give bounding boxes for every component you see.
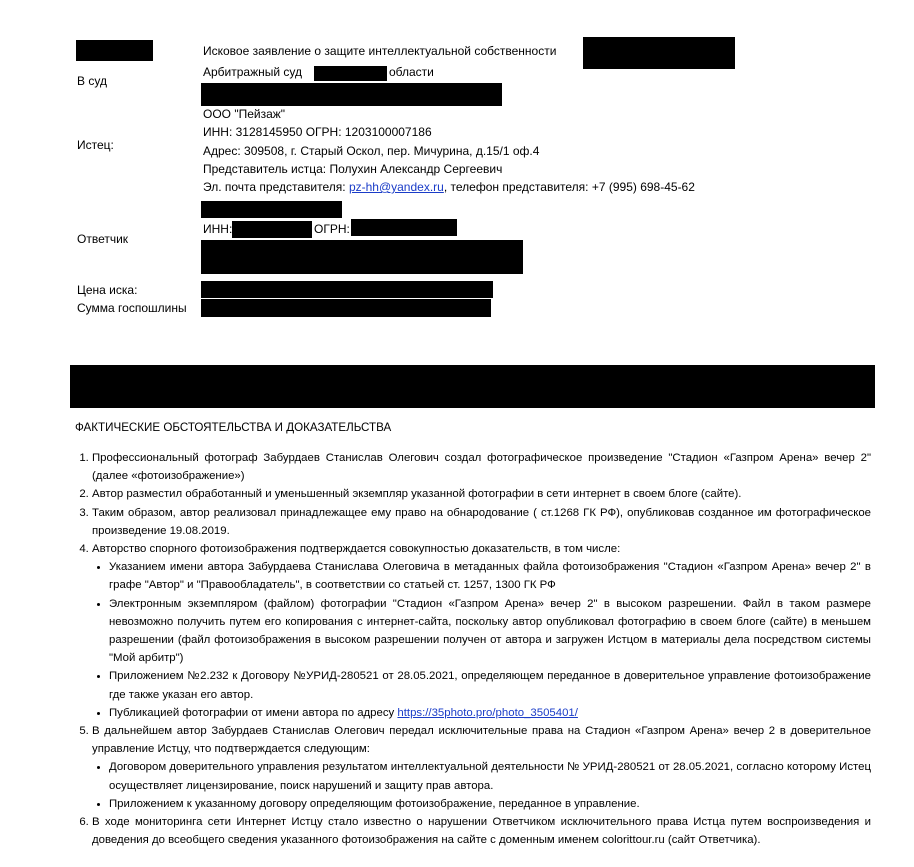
defendant-label: Ответчик xyxy=(77,232,129,246)
list-item: 5. В дальнейшем автор Забурдаев Станислав Олегович передал исключительные права на Стадион «Газпром Арена» вечер 2 в доверительное управление Истцу, что подтверждается следующим: • Договором доверительного управления результатом интеллектуальной деятельности № УРИД-280521 от 28.05.2021, согласно которому Истец осуществляет лицензирование, поиск нарушений и защиту прав автора. • Приложением к указанному договору определяющим фотоизображение, переданное в управление. xyxy=(92,722,871,813)
email-prefix: Эл. почта представителя: xyxy=(203,180,349,194)
redaction-bar xyxy=(76,40,153,61)
trust-list xyxy=(92,758,871,813)
court-suffix: области xyxy=(389,65,434,79)
facts-numbered-list xyxy=(76,449,871,849)
redaction-bar xyxy=(314,66,387,81)
plaintiff-contacts xyxy=(203,180,695,195)
plaintiff-representative: Представитель истца: Полухин Александр Сергеевич xyxy=(203,162,503,176)
plaintiff-address: Адрес: 309508, г. Старый Оскол, пер. Мичурина, д.15/1 оф.4 xyxy=(203,144,540,158)
list-item: • Приложением к указанному договору определяющим фотоизображение, переданное в управление. xyxy=(109,795,871,813)
redaction-bar xyxy=(201,240,523,274)
plaintiff-label: Истец: xyxy=(77,138,114,152)
court-prefix: Арбитражный суд xyxy=(203,65,303,79)
list-item: • Договором доверительного управления результатом интеллектуальной деятельности № УРИД-280521 от 28.05.2021, согласно которому Истец осуществляет лицензирование, поиск нарушений и защиту прав автора. xyxy=(109,758,871,794)
facts-list xyxy=(76,449,871,849)
photo-link[interactable]: https://35photo.pro/photo_3505401/ xyxy=(397,706,578,719)
redaction-bar xyxy=(351,219,457,236)
redaction-bar xyxy=(201,299,491,317)
list-item: 2. Автор разместил обработанный и уменьшенный экземпляр указанной фотографии в сети интернет в своем блоге (сайте). xyxy=(92,485,871,503)
list-item: 1. Профессиональный фотограф Забурдаев Станислав Олегович создал фотографическое произведение "Стадион «Газпром Арена» вечер 2" (далее «фотоизображение») xyxy=(92,449,871,485)
redaction-bar xyxy=(201,83,502,106)
list-item: • Приложением №2.232 к Договору №УРИД-280521 от 28.05.2021, определяющем переданное в доверительное управление фотоизображение где также указан его автор. xyxy=(109,667,871,703)
list-item: 6. В ходе мониторинга сети Интернет Истцу стало известно о нарушении Ответчиком исключительного права Истца путем воспроизведения и доведения до всеобщего сведения указанного фотоизображения на сайте с доменным именем colorittour.ru (сайт Ответчика). xyxy=(92,813,871,849)
redaction-bar xyxy=(583,37,735,69)
facts-heading: ФАКТИЧЕСКИЕ ОБСТОЯТЕЛЬСТВА И ДОКАЗАТЕЛЬСТВА xyxy=(75,421,392,434)
list-item: 4. Авторство спорного фотоизображения подтверждается совокупностью доказательств, в том числе: • Указанием имени автора Забурдаева Станислава Олеговича в метаданных файла фотоизображения "Стадион «Газпром Арена» вечер 2" в графе "Автор" и "Правообладатель", в соответствии со статьей ст. 1257, 1300 ГК РФ • Электронным экземпляром (файлом) фотографии "Стадион «Газпром Арена» вечер 2" в высоком разрешении. Файл в таком размере невозможно получить путем его копирования с интернет-сайта, поскольку автор опубликовал фотографию в своем блоге (сайте) в меньшем разрешении (файл фотоизображения в высоком разрешении получен от автора и загружен Истцом в материалы дела посредством системы "Мой арбитр") • Приложением №2.232 к Договору №УРИД-280521 от 28.05.2021, определяющем переданное в доверительное управление фотоизображение где также указан его автор. • Публикацией фотографии от имени автора по адресу https://35photo.pro/photo_3505401/ xyxy=(92,540,871,722)
redaction-bar xyxy=(201,281,493,298)
list-item: • Электронным экземпляром (файлом) фотографии "Стадион «Газпром Арена» вечер 2" в высоком разрешении. Файл в таком размере невозможно получить путем его копирования с интернет-сайта, поскольку автор опубликовал фотографию в своем блоге (сайте) в меньшем разрешении (файл фотоизображения в высоком разрешении получен от автора и загружен Истцом в материалы дела посредством системы "Мой арбитр") xyxy=(109,595,871,668)
fee-label: Сумма госпошлины xyxy=(77,301,187,315)
redaction-bar xyxy=(70,365,875,408)
phone-text: , телефон представителя: +7 (995) 698-45-62 xyxy=(443,180,695,194)
defendant-ogrn-label: ОГРН: xyxy=(314,222,350,236)
plaintiff-name: ООО "Пейзаж" xyxy=(203,107,286,121)
redaction-bar xyxy=(232,221,312,238)
plaintiff-ids: ИНН: 3128145950 ОГРН: 1203100007186 xyxy=(203,125,432,139)
list-item: • Указанием имени автора Забурдаева Станислава Олеговича в метаданных файла фотоизображения "Стадион «Газпром Арена» вечер 2" в графе "Автор" и "Правообладатель", в соответствии со статьей ст. 1257, 1300 ГК РФ xyxy=(109,558,871,594)
document-title: Исковое заявление о защите интеллектуальной собственности xyxy=(203,44,557,58)
court-label: В суд xyxy=(77,74,107,88)
evidence-list xyxy=(92,558,871,722)
email-link[interactable]: pz-hh@yandex.ru xyxy=(348,180,444,194)
list-item: 3. Таким образом, автор реализовал принадлежащее ему право на обнародование ( ст.1268 ГК РФ), опубликовав созданное им фотографическое произведение 19.08.2019. xyxy=(92,504,871,540)
list-item: • Публикацией фотографии от имени автора по адресу https://35photo.pro/photo_3505401/ xyxy=(109,704,871,722)
defendant-inn-label: ИНН: xyxy=(203,222,233,236)
redaction-bar xyxy=(201,201,342,218)
claim-price-label: Цена иска: xyxy=(77,283,138,297)
